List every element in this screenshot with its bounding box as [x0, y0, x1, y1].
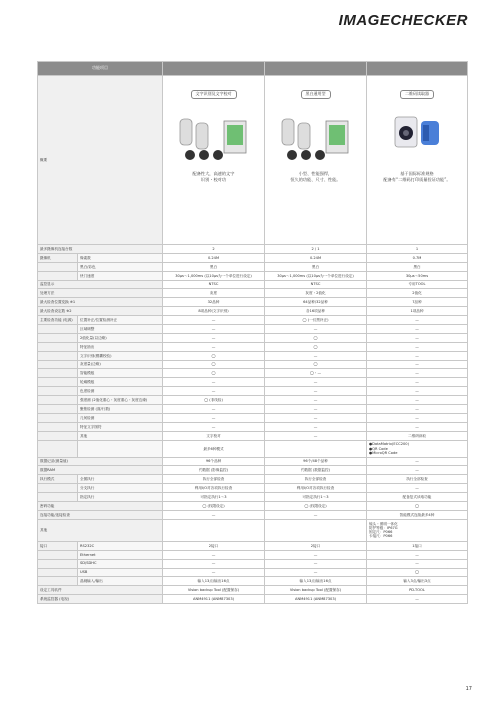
cell-model-a: ◯ — [163, 351, 265, 360]
cell-model-b: — — [265, 431, 367, 440]
table-row — [38, 413, 468, 422]
table-row — [38, 550, 468, 559]
cell-model-c: 2值化 — [367, 289, 468, 298]
row-sub-label: 智能模板 — [78, 369, 163, 378]
cell-model-c: 1 — [367, 245, 468, 254]
row-group-label — [38, 440, 78, 457]
cell-model-b: — — [265, 422, 367, 431]
cell-model-b: 2接口 — [265, 541, 367, 550]
cell-model-a: 2接口 — [163, 541, 265, 550]
table-row — [38, 577, 468, 586]
table-header-row — [38, 62, 468, 76]
table-row — [38, 422, 468, 431]
row-group-label — [38, 360, 78, 369]
product-a-desc-line1: 配备性大，高速的文字 — [192, 170, 235, 176]
cell-model-c: — — [367, 413, 468, 422]
table-row — [38, 493, 468, 502]
table-row — [38, 245, 468, 254]
cell-model-a: ◯ — [163, 360, 265, 369]
cell-model-a: 最多6种模式 — [163, 440, 265, 457]
header-model-c — [367, 62, 468, 76]
cell-model-a — [163, 519, 265, 541]
product-a-badge: 文字识别及文字校对 — [191, 90, 237, 99]
cell-model-b: — — [265, 568, 367, 577]
cell-model-a: — — [163, 316, 265, 325]
cell-model-a: ◯ (权限设定) — [163, 502, 265, 511]
row-sub-label: 指定执行 — [78, 493, 163, 502]
cell-model-b: 灰度・2值化 — [265, 289, 367, 298]
cell-model-a: — — [163, 325, 265, 334]
cell-model-c: 1接口 — [367, 541, 468, 550]
cell-model-c: — — [367, 316, 468, 325]
row-sub-label: 分支执行 — [78, 484, 163, 493]
row-sub-label: 快门速度 — [78, 271, 163, 280]
row-sub-label: 轮廓模板 — [78, 378, 163, 387]
row-sub-label: 灰度量(边缘) — [78, 360, 163, 369]
product-b — [265, 76, 367, 245]
table-row — [38, 325, 468, 334]
cell-model-b: — — [265, 325, 367, 334]
cell-model-b: 约数据 (数据监控) — [265, 466, 367, 475]
row-sub-label: 几何检测 — [78, 413, 163, 422]
cell-model-b — [265, 519, 367, 541]
product-c-desc-line1: 基于国际标准规格 — [400, 170, 434, 176]
cell-model-b: — — [265, 550, 367, 559]
table-row — [38, 510, 468, 519]
cell-model-a: — — [163, 387, 265, 396]
cell-model-c: — — [367, 595, 468, 604]
row-group-label: 主要检查功能 (电源) — [38, 316, 78, 325]
cell-model-c: ◯ — [367, 502, 468, 511]
cell-model-b: — — [265, 351, 367, 360]
row-group-label: 摄像机 — [38, 253, 78, 262]
cell-model-a: — — [163, 510, 265, 519]
cell-model-c: — — [367, 342, 468, 351]
cell-model-b: ANM4911 (ANM87303) — [265, 595, 367, 604]
row-label: 密码功能 — [38, 502, 163, 511]
product-a-desc — [165, 171, 262, 183]
brand-logo: IMAGECHECKER — [338, 12, 468, 29]
table-row — [38, 307, 468, 316]
page-number: 17 — [465, 686, 472, 692]
table-row — [38, 484, 468, 493]
table-row — [38, 342, 468, 351]
cell-model-b: ◯ — [265, 333, 367, 342]
cell-model-c: 镜头・照明一体化 防护等级：IP67G 固定尺：P066 卡接尺：P066 — [367, 519, 468, 541]
cell-model-a: — — [163, 568, 265, 577]
table-row — [38, 475, 468, 484]
table-row — [38, 457, 468, 466]
table-row — [38, 431, 468, 440]
row-group-label — [38, 413, 78, 422]
cell-model-c: — — [367, 333, 468, 342]
row-sub-label: SD/SDHC — [78, 559, 163, 568]
cell-model-a: 30μs～1,000ms (以10μs为一个单位进行设定) — [163, 271, 265, 280]
row-label: 数据记录(测量值) — [38, 457, 163, 466]
product-b-desc-line1: 小型、性能强悍， — [298, 170, 333, 176]
cell-model-c: 7品种 — [367, 298, 468, 307]
cell-model-a: ◯ — [163, 369, 265, 378]
row-group-label — [38, 369, 78, 378]
table-row — [38, 541, 468, 550]
row-group-label — [38, 484, 78, 493]
cell-model-b: — — [265, 405, 367, 414]
cell-model-a: — — [163, 333, 265, 342]
cell-model-b: 黑白 — [265, 262, 367, 271]
cell-model-a: ◯ (非线检) — [163, 396, 265, 405]
row-label: 设定工具软件 — [38, 586, 163, 595]
row-sub-label: 色度检测 — [78, 387, 163, 396]
cell-model-b: 可指定执行1～3 — [265, 493, 367, 502]
cell-model-c: — — [367, 484, 468, 493]
cell-model-c: 配备复式读取功能 — [367, 493, 468, 502]
cell-model-a: 约数据 (影像监控) — [163, 466, 265, 475]
row-group-label — [38, 422, 78, 431]
row-sub-label: USB — [78, 568, 163, 577]
cell-model-a: 执行全部检查 — [163, 475, 265, 484]
cell-model-c: — — [367, 550, 468, 559]
cell-model-c: ●DataMatrix(ECC200) ●QR Code ●MicroQR Code — [367, 440, 468, 457]
cell-model-a: — — [163, 559, 265, 568]
cell-model-b: — — [265, 510, 367, 519]
row-label: 最大检查设定数 ※2 — [38, 307, 163, 316]
cell-model-c: 输入3点/输出3点 — [367, 577, 468, 586]
cell-model-b: — — [265, 396, 367, 405]
cell-model-c: — — [367, 351, 468, 360]
row-label: 最大检查位置变换 ※1 — [38, 298, 163, 307]
cell-model-b: 各16项品种 — [265, 307, 367, 316]
spec-table — [37, 61, 468, 604]
table-row — [38, 280, 468, 289]
cell-model-b: ◯ — [265, 342, 367, 351]
cell-model-a: 黑白 — [163, 262, 265, 271]
cell-model-c: ◯ — [367, 568, 468, 577]
cell-model-a: 96个品种 — [163, 457, 265, 466]
row-sub-label: Ethernet — [78, 550, 163, 559]
table-row — [38, 378, 468, 387]
table-row — [38, 289, 468, 298]
table-row — [38, 262, 468, 271]
row-sub-label: 像素数 — [78, 253, 163, 262]
cell-model-b: ◯・— — [265, 369, 367, 378]
row-sub-label — [78, 440, 163, 457]
cell-model-a: NTSC — [163, 280, 265, 289]
row-group-label — [38, 405, 78, 414]
row-label: 最多摄像机连接台数 — [38, 245, 163, 254]
product-b-desc — [267, 171, 364, 183]
cell-model-c: 智能模式连续最多4种 — [367, 510, 468, 519]
cell-model-c: 黑白 — [367, 262, 468, 271]
table-row — [38, 440, 468, 457]
cell-model-c: 0.7M — [367, 253, 468, 262]
cell-model-c: — — [367, 466, 468, 475]
table-row — [38, 466, 468, 475]
row-label: 其他 — [38, 519, 163, 541]
cell-model-b: Vision backup Tool (配置保存) — [265, 586, 367, 595]
overview-label: 概要 — [38, 76, 163, 245]
cell-model-c: 执行全部检查 — [367, 475, 468, 484]
spec-table-container — [37, 61, 467, 604]
row-sub-label: 聚焦检测 (面/行数) — [78, 405, 163, 414]
cell-model-c: 二维码读取 — [367, 431, 468, 440]
cell-model-b: 执行全部检查 — [265, 475, 367, 484]
row-group-label — [38, 333, 78, 342]
table-row — [38, 298, 468, 307]
row-label: 数据RAM — [38, 466, 163, 475]
table-row — [38, 568, 468, 577]
header-model-a — [163, 62, 265, 76]
cell-model-c: — — [367, 559, 468, 568]
row-group-label — [38, 325, 78, 334]
row-sub-label: 特征抽出 — [78, 342, 163, 351]
cell-model-a: 8项品种(文字识别) — [163, 307, 265, 316]
row-sub-label: 其他 — [78, 431, 163, 440]
table-row — [38, 559, 468, 568]
cell-model-a: — — [163, 550, 265, 559]
cell-model-a: Vision backup Tool (配置保存) — [163, 586, 265, 595]
header-feature: 功能项目 — [38, 62, 163, 76]
table-row — [38, 405, 468, 414]
cell-model-c: — — [367, 360, 468, 369]
product-c-image — [369, 111, 465, 163]
product-b-image — [267, 111, 364, 163]
table-row — [38, 333, 468, 342]
cell-model-c: 专用TOOL — [367, 280, 468, 289]
row-sub-label: 位置补正/位置检测补正 — [78, 316, 163, 325]
cell-model-b: 输入13点/输出16点 — [265, 577, 367, 586]
table-row — [38, 360, 468, 369]
product-overview-row — [38, 76, 468, 245]
row-group-label — [38, 568, 78, 577]
row-sub-label: 强度测 (2值化重心・灰度重心・灰度边缘) — [78, 396, 163, 405]
table-row — [38, 396, 468, 405]
cell-model-c: — — [367, 378, 468, 387]
cell-model-c: — — [367, 369, 468, 378]
row-sub-label: 全图执行 — [78, 475, 163, 484]
cell-model-c: — — [367, 396, 468, 405]
row-group-label — [38, 550, 78, 559]
cell-model-b: 0.24M — [265, 253, 367, 262]
table-row — [38, 595, 468, 604]
cell-model-a: — — [163, 413, 265, 422]
cell-model-b: — — [265, 559, 367, 568]
product-c — [367, 76, 468, 245]
row-sub-label: 文字识别(模糊校验) — [78, 351, 163, 360]
row-label: 处理方法 — [38, 289, 163, 298]
cell-model-a: 可指定执行1～3 — [163, 493, 265, 502]
cell-model-a: 输入13点/输出16点 — [163, 577, 265, 586]
table-row — [38, 502, 468, 511]
table-row — [38, 253, 468, 262]
cell-model-c: — — [367, 387, 468, 396]
product-c-desc-line2: 配备有“二维码打印质量验证功能”。 — [383, 176, 451, 182]
cell-model-b: ◯ — [265, 360, 367, 369]
row-sub-label: RS232C — [78, 541, 163, 550]
row-sub-label: 2值化量(以边缘) — [78, 333, 163, 342]
cell-model-a: — — [163, 422, 265, 431]
row-group-label: 接口 — [38, 541, 78, 550]
table-row — [38, 586, 468, 595]
cell-model-a: 文字校对 — [163, 431, 265, 440]
cell-model-a: — — [163, 378, 265, 387]
cell-model-a: 2 — [163, 245, 265, 254]
product-a-desc-line2: 识别・校对功 — [200, 176, 227, 182]
cell-model-a: — — [163, 405, 265, 414]
row-group-label — [38, 577, 78, 586]
row-sub-label: 晶闸输入/输出 — [78, 577, 163, 586]
cell-model-c: PD-TOOL — [367, 586, 468, 595]
product-a — [163, 76, 265, 245]
cell-model-a: — — [163, 342, 265, 351]
table-row — [38, 519, 468, 541]
table-row — [38, 369, 468, 378]
cell-model-b: — — [265, 413, 367, 422]
cell-model-b — [265, 440, 367, 457]
row-sub-label: 特征文字图符 — [78, 422, 163, 431]
table-row — [38, 271, 468, 280]
row-group-label — [38, 493, 78, 502]
row-label: 连接功能/连接检查 — [38, 510, 163, 519]
row-group-label — [38, 351, 78, 360]
cell-model-c: 1项品种 — [367, 307, 468, 316]
cell-model-b: ◯ (权限设定) — [265, 502, 367, 511]
cell-model-b: 利用I/O对各项执行检查 — [265, 484, 367, 493]
cell-model-c: 30μs～50ms — [367, 271, 468, 280]
row-group-label — [38, 262, 78, 271]
product-c-badge: 二维码读取器 — [400, 90, 434, 99]
cell-model-c: — — [367, 457, 468, 466]
cell-model-b: — — [265, 378, 367, 387]
table-row — [38, 351, 468, 360]
cell-model-a: 利用I/O对各项执行检查 — [163, 484, 265, 493]
cell-model-b: 2 / 1 — [265, 245, 367, 254]
row-sub-label: 黑白/彩色 — [78, 262, 163, 271]
cell-model-b: 64品种/32品种 — [265, 298, 367, 307]
product-b-badge: 黑白通用型 — [301, 90, 331, 99]
row-group-label — [38, 396, 78, 405]
row-group-label — [38, 387, 78, 396]
table-row — [38, 387, 468, 396]
cell-model-b: — — [265, 387, 367, 396]
row-sub-label: 区域调整 — [78, 325, 163, 334]
row-label: 系统监控器 (电视) — [38, 595, 163, 604]
cell-model-c: — — [367, 325, 468, 334]
row-group-label — [38, 378, 78, 387]
cell-model-c: — — [367, 405, 468, 414]
cell-model-a: 灰度 — [163, 289, 265, 298]
row-group-label: 执行模式 — [38, 475, 78, 484]
header-model-b — [265, 62, 367, 76]
product-c-desc — [369, 171, 465, 183]
cell-model-a: ANM4911 (ANM87303) — [163, 595, 265, 604]
row-label: 监控显示 — [38, 280, 163, 289]
cell-model-a: 0.24M — [163, 253, 265, 262]
cell-model-b: NTSC — [265, 280, 367, 289]
cell-model-b: 30μs～1,000ms (以10μs为一个单位进行设定) — [265, 271, 367, 280]
table-row — [38, 316, 468, 325]
cell-model-c: — — [367, 422, 468, 431]
cell-model-b: 96个/48个品种 — [265, 457, 367, 466]
row-group-label — [38, 431, 78, 440]
row-group-label — [38, 342, 78, 351]
cell-model-b: ◯ (一仅黑补正) — [265, 316, 367, 325]
cell-model-a: 32品种 — [163, 298, 265, 307]
row-group-label — [38, 559, 78, 568]
row-group-label — [38, 271, 78, 280]
product-a-image — [165, 111, 262, 163]
product-b-desc-line2: 恒久的功能、尺寸、性能。 — [290, 176, 341, 182]
